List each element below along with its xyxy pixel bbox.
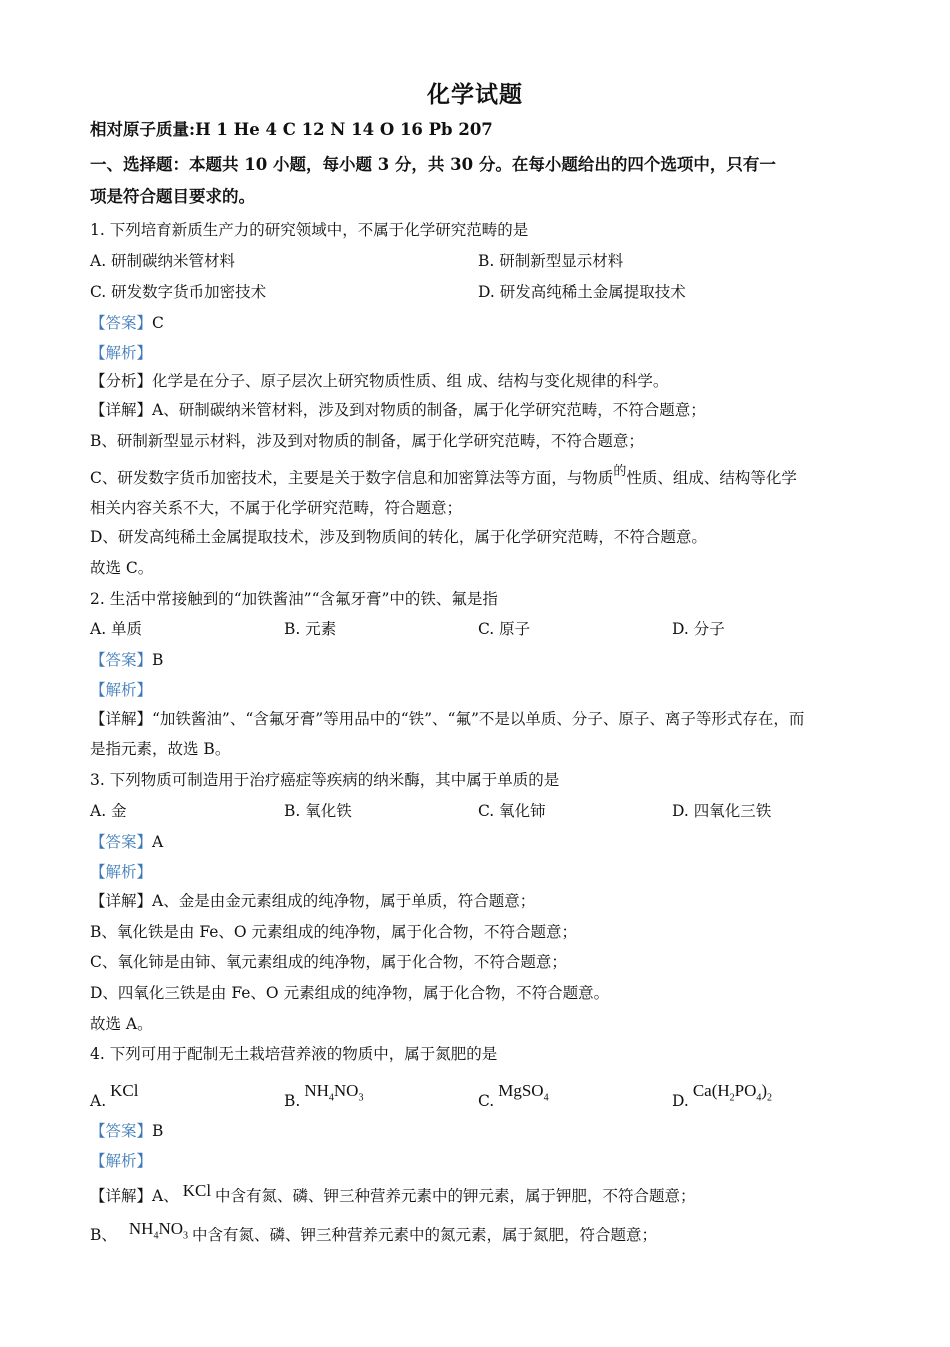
q2-detail-line1: 【详解】“加铁酱油”、“含氟牙膏”等用品中的“铁”、“氟”不是以单质、分子、原子、离子等形式存在，而 [90, 710, 805, 728]
q3-conclusion: 故选 A。 [90, 1015, 153, 1033]
q3-detail-d: D、四氧化三铁是由 Fe、O 元素组成的纯净物，属于化合物，不符合题意。 [90, 984, 610, 1002]
q1-fenxi: 【分析】化学是在分子、原子层次上研究物质性质、组 成、结构与变化规律的科学。 [90, 372, 669, 390]
q3-option-c: C. 氧化铈 [478, 802, 546, 820]
q2-option-d: D. 分子 [672, 620, 725, 638]
page-title: 化学试题 [427, 81, 523, 108]
answer-tag: 【答案】 [90, 1122, 153, 1140]
formula-nh4no3: $NH_4NO_3$ [128, 1219, 189, 1242]
q1-detail-a: 【详解】A、研制碳纳米管材料，涉及到对物质的制备，属于化学研究范畴，不符合题意； [90, 401, 706, 419]
q1-option-a: A. 研制碳纳米管材料 [90, 252, 236, 270]
q2-option-b: B. 元素 [284, 620, 337, 638]
q2-option-a: A. 单质 [90, 620, 143, 638]
q3-detail-c: C、氧化铈是由铈、氧元素组成的纯净物，属于化合物，不符合题意； [90, 953, 567, 971]
answer-tag: 【答案】 [90, 651, 153, 669]
q1-analysis-tag: 【解析】 [90, 344, 153, 362]
q1-option-b: B. 研制新型显示材料 [478, 252, 624, 270]
q3-detail-a: 【详解】A、金是由金元素组成的纯净物，属于单质，符合题意； [90, 892, 536, 910]
q2-detail-line2: 是指元素，故选 B。 [90, 740, 231, 758]
answer-tag: 【答案】 [90, 314, 153, 332]
q1-option-d: D. 研发高纯稀土金属提取技术 [478, 283, 686, 301]
answer-value: B [152, 651, 164, 669]
section-header-line1: 一、选择题：本题共 10 小题，每小题 3 分，共 30 分。在每小题给出的四个选项中，只有一 [90, 155, 776, 174]
answer-value: C [152, 314, 164, 332]
q3-answer [90, 831, 163, 853]
q2-option-c: C. 原子 [478, 620, 531, 638]
q3-option-a: A. 金 [90, 802, 127, 820]
q4-stem: 4. 下列可用于配制无土栽培营养液的物质中，属于氮肥的是 [90, 1045, 498, 1063]
q3-analysis-tag: 【解析】 [90, 863, 153, 881]
q3-option-d: D. 四氧化三铁 [672, 802, 772, 820]
q2-answer [90, 649, 163, 671]
atomic-mass-line: 相对原子质量:H 1 He 4 C 12 N 14 O 16 Pb 207 [90, 120, 493, 139]
q2-analysis-tag: 【解析】 [90, 681, 153, 699]
q1-detail-b: B、研制新型显示材料，涉及到对物质的制备，属于化学研究范畴，不符合题意； [90, 432, 644, 450]
q4-option-d: $D.Ca(H_2PO_4)_2$ [672, 1081, 773, 1110]
q3-option-b: B. 氧化铁 [284, 802, 352, 820]
q1-detail-c-line1: C、研发数字货币加密技术，主要是关于数字信息和加密算法等方面，与物质$^的$性质、组成、结构等化学 [90, 464, 797, 487]
q4-option-c: C.MgSO$_4$ [478, 1081, 549, 1110]
formula-kcl: KCl [182, 1181, 212, 1200]
formula-cah2po42: $Ca(H_2PO_4)_2$ [692, 1081, 773, 1104]
q4-detail-a: 【详解】A、 KCl 中含有氮、磷、钾三种营养元素中的钾元素，属于钾肥，不符合题意； [90, 1181, 696, 1205]
q1-detail-d: D、研发高纯稀土金属提取技术，涉及到物质间的转化，属于化学研究范畴，不符合题意。 [90, 528, 707, 546]
answer-tag: 【答案】 [90, 833, 153, 851]
q3-stem: 3. 下列物质可制造用于治疗癌症等疾病的纳米酶，其中属于单质的是 [90, 771, 560, 789]
q2-stem: 2. 生活中常接触到的“加铁酱油”“含氟牙膏”中的铁、氟是指 [90, 590, 498, 608]
q1-conclusion: 故选 C。 [90, 559, 154, 577]
q1-stem: 1. 下列培育新质生产力的研究领域中，不属于化学研究范畴的是 [90, 221, 529, 239]
q1-option-c: C. 研发数字货币加密技术 [90, 283, 267, 301]
q4-option-a: A.KCl [90, 1081, 139, 1110]
q4-detail-b: B、 $NH_4NO_3$ 中含有氮、磷、钾三种营养元素中的氮元素，属于氮肥，符合题意； [90, 1219, 658, 1244]
formula-mgso4: MgSO$_4$ [498, 1081, 549, 1104]
answer-value: A [152, 833, 164, 851]
answer-value: B [152, 1122, 164, 1140]
formula-nh4no3: $NH_4NO_3$ [304, 1081, 364, 1104]
q4-option-b: $B.NH_4NO_3$ [284, 1081, 364, 1110]
q3-detail-b: B、氧化铁是由 Fe、O 元素组成的纯净物，属于化合物，不符合题意； [90, 923, 578, 941]
section-header-line2: 项是符合题目要求的。 [90, 187, 255, 206]
q1-detail-c-line2: 相关内容关系不大，不属于化学研究范畴，符合题意； [90, 499, 463, 517]
q4-answer [90, 1120, 163, 1142]
formula-kcl: KCl [110, 1081, 139, 1100]
q1-answer [90, 312, 164, 334]
q4-analysis-tag: 【解析】 [90, 1152, 153, 1170]
